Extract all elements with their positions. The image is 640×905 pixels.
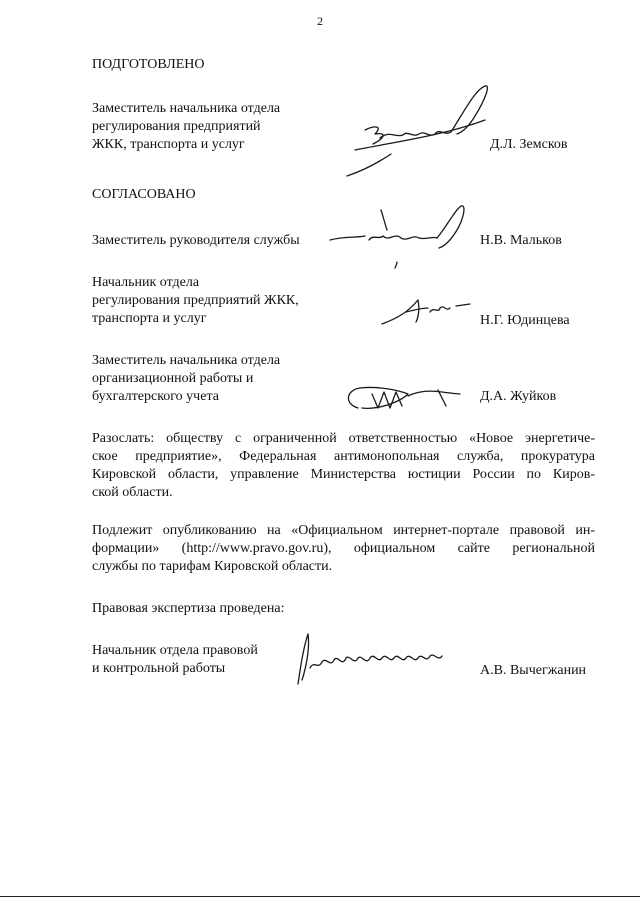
signature-zemskov: [335, 80, 495, 180]
signer-3-position: [92, 352, 280, 406]
legal-review-position: [92, 642, 258, 678]
signature-malkov: [325, 196, 475, 276]
publication-paragraph: [92, 522, 595, 576]
prepared-name: Д.Л. Земсков: [490, 137, 568, 152]
position-line: Начальник отдела правовой: [92, 643, 258, 658]
agreed-heading: СОГЛАСОВАНО: [92, 187, 196, 202]
paragraph-line: службы по тарифам Кировской области.: [92, 559, 333, 574]
position-line: регулирования предприятий ЖКК,: [92, 293, 299, 308]
signer-2-name: Н.Г. Юдинцева: [480, 313, 570, 328]
paragraph-line: Кировской области, управление Министерства юстиции России по Киров-: [92, 467, 595, 482]
page-bottom-divider: [0, 896, 640, 897]
page-number: 2: [317, 14, 323, 28]
paragraph-line: ской области.: [92, 485, 173, 500]
signer-1-position: [92, 232, 300, 250]
prepared-position: [92, 100, 280, 154]
position-line: транспорта и услуг: [92, 311, 207, 326]
position-line: и контрольной работы: [92, 661, 226, 676]
legal-review-name: А.В. Вычегжанин: [480, 663, 587, 678]
prepared-heading: ПОДГОТОВЛЕНО: [92, 57, 205, 72]
distribution-paragraph: [92, 430, 595, 502]
position-line: регулирования предприятий: [92, 119, 261, 134]
paragraph-line: Разослать: обществу с ограниченной ответственностью «Новое энергетиче-: [92, 431, 595, 446]
signer-1-name: Н.В. Мальков: [480, 233, 562, 248]
paragraph-line: формации» (http://www.pravo.gov.ru), официальном сайте региональной: [92, 541, 595, 556]
signature-vychegzhanin: [280, 628, 460, 688]
signer-3-name: Д.А. Жуйков: [480, 389, 557, 404]
legal-review-statement: Правовая экспертиза проведена:: [92, 601, 285, 616]
position-line: Начальник отдела: [92, 275, 200, 290]
position-line: Заместитель руководителя службы: [92, 233, 300, 248]
position-line: Заместитель начальника отдела: [92, 353, 281, 368]
signature-zhuykov: [338, 372, 468, 422]
signer-2-position: [92, 274, 299, 328]
position-line: Заместитель начальника отдела: [92, 101, 281, 116]
position-line: ЖКК, транспорта и услуг: [92, 137, 245, 152]
paragraph-line: ское предприятие», Федеральная антимонопольная служба, прокуратура: [92, 449, 595, 464]
position-line: организационной работы и: [92, 371, 254, 386]
paragraph-line: Подлежит опубликованию на «Официальном интернет-портале правовой ин-: [92, 523, 595, 538]
signature-yudintseva: [378, 290, 478, 330]
position-line: бухгалтерского учета: [92, 389, 219, 404]
